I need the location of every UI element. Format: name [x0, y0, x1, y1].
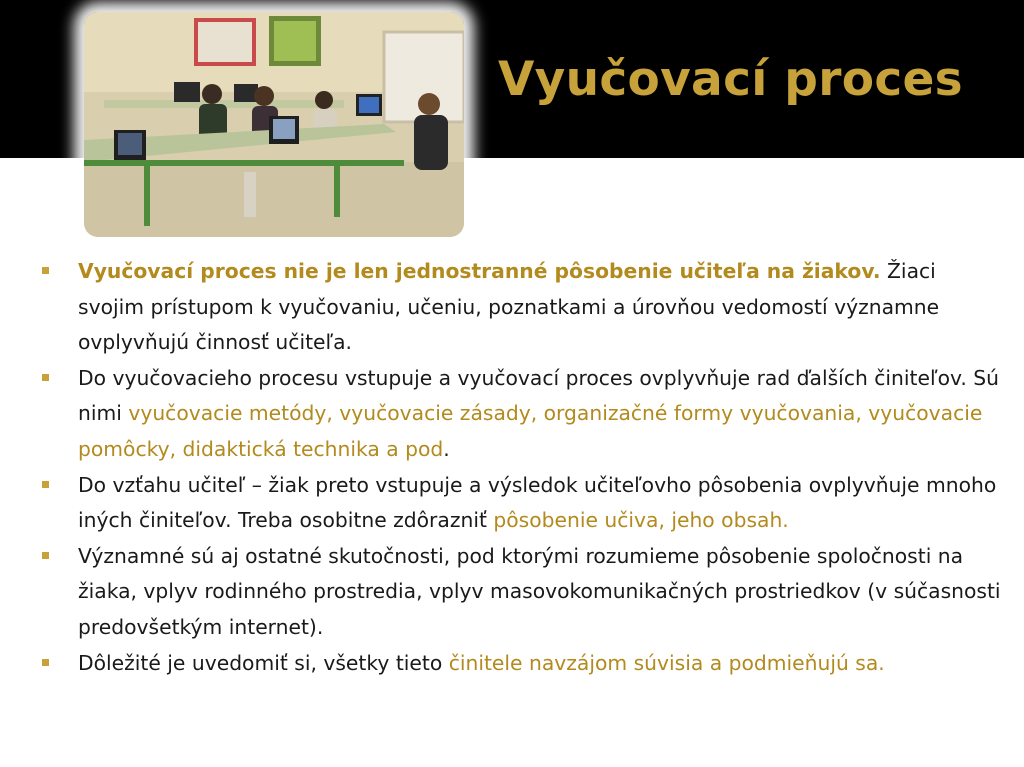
bullet-marker-icon	[42, 659, 49, 666]
bullet-accent-text: Vyučovací proces nie je len jednostranné pôsobenie učiteľa na žiakov.	[78, 259, 881, 283]
bullet-list	[42, 254, 1007, 681]
bullet-marker-icon	[42, 267, 49, 274]
bullet-marker-icon	[42, 552, 49, 559]
bullet-item	[42, 361, 1007, 468]
bullet-tail-text: .	[443, 436, 450, 461]
bullet-item	[42, 646, 1007, 682]
bullet-text: Do vzťahu učiteľ – žiak preto vstupuje a výsledok učiteľovho pôsobenia ovplyvňuje mnoho iných činiteľov. Treba osobitne zdôrazniť	[78, 472, 997, 533]
bullet-text: Dôležité je uvedomiť si, všetky tieto	[78, 650, 449, 675]
bullet-text: Významné sú aj ostatné skutočnosti, pod ktorými rozumieme pôsobenie spoločnosti na žiaka, vplyv rodinného prostredia, vplyv masovokomunikačných prostriedkov (v súčasnosti predovšetkým internet).	[78, 543, 1001, 639]
bullet-marker-icon	[42, 481, 49, 488]
classroom-photo	[84, 12, 464, 237]
bullet-item	[42, 254, 1007, 361]
bullet-item	[42, 539, 1007, 646]
bullet-text: Do vyučovacieho procesu vstupuje a vyučovací proces ovplyvňuje rad ďalších činiteľov. Sú nimi	[78, 365, 1000, 426]
bullet-marker-icon	[42, 374, 49, 381]
bullet-item	[42, 468, 1007, 539]
classroom-illustration	[84, 12, 464, 237]
bullet-text: Žiaci svojim prístupom k vyučovaniu, učeniu, poznatkami a úrovňou vedomostí významne ovplyvňujú činnosť učiteľa.	[78, 259, 940, 355]
bullet-accent-text: vyučovacie metódy, vyučovacie zásady, organizačné formy vyučovania, vyučovacie pomôcky, didaktická technika a pod	[78, 401, 983, 461]
bullet-accent-text: činitele navzájom súvisia a podmieňujú sa.	[448, 650, 885, 675]
slide-title: Vyučovací proces	[498, 52, 963, 107]
bullet-accent-text: pôsobenie učiva, jeho obsah.	[493, 508, 789, 533]
